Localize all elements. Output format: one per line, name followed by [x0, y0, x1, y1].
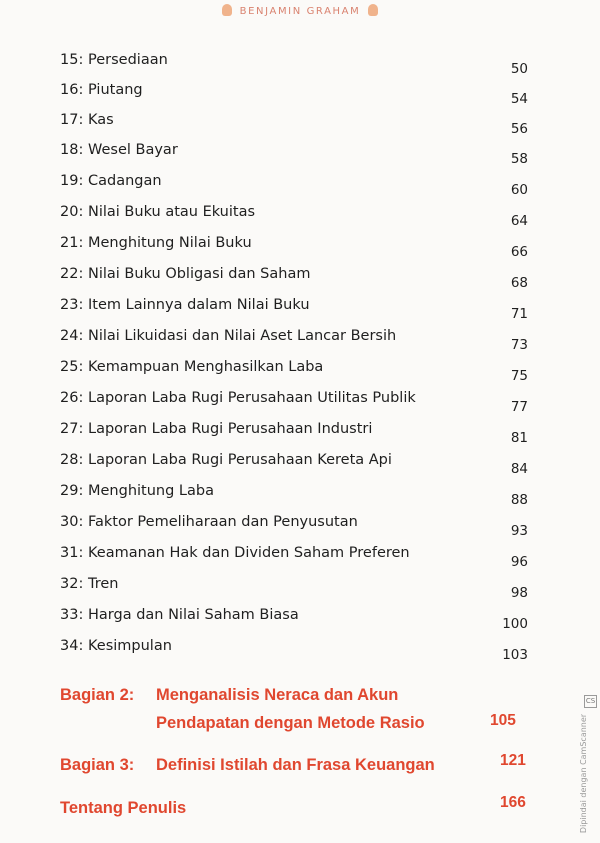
toc-entry [0, 390, 600, 420]
entry-number: 30: [60, 514, 84, 530]
toc-entry [0, 328, 600, 358]
scanner-text: Dipindai dengan CamScanner [579, 713, 589, 834]
entry-title: Laporan Laba Rugi Perusahaan Industri [88, 421, 373, 437]
ornament-icon [368, 4, 378, 16]
header-author: BENJAMIN GRAHAM [239, 6, 361, 17]
toc-entry [0, 359, 600, 389]
entry-page: 56 [510, 121, 528, 137]
entry-title: Cadangan [88, 173, 162, 189]
entry-title: Menghitung Laba [88, 483, 214, 499]
entry-number: 20: [60, 204, 84, 220]
toc-entry [0, 173, 600, 203]
entry-title: Kas [88, 112, 114, 128]
toc-entry [0, 452, 600, 482]
entry-page: 50 [510, 61, 528, 77]
entry-title: Kemampuan Menghasilkan Laba [88, 359, 324, 375]
entry-number: 18: [60, 142, 84, 158]
entry-page: 75 [510, 368, 528, 384]
camscanner-logo-icon: CS [584, 695, 597, 708]
toc-entry [0, 82, 600, 112]
entry-title: Item Lainnya dalam Nilai Buku [88, 297, 310, 313]
entry-title: Wesel Bayar [88, 142, 178, 158]
entry-number: 27: [60, 421, 84, 437]
toc-entry [0, 545, 600, 575]
entry-number: 15: [60, 52, 84, 68]
toc-entry [0, 483, 600, 513]
ornament-icon [222, 4, 232, 16]
entry-title: Menghitung Nilai Buku [88, 235, 252, 251]
entry-page: 96 [510, 554, 528, 570]
entry-number: 19: [60, 173, 84, 189]
entry-number: 25: [60, 359, 84, 375]
entry-title: Keamanan Hak dan Dividen Saham Preferen [88, 545, 410, 561]
toc-entry [0, 607, 600, 637]
entry-number: 26: [60, 390, 84, 406]
entry-number: 32: [60, 576, 84, 592]
entry-title: Faktor Pemeliharaan dan Penyusutan [88, 514, 358, 530]
toc-entry [0, 421, 600, 451]
entry-number: 24: [60, 328, 84, 344]
entry-page: 66 [510, 244, 528, 260]
entry-page: 77 [510, 399, 528, 415]
entry-page: 58 [510, 151, 528, 167]
toc-entry [0, 638, 600, 668]
entry-title: Harga dan Nilai Saham Biasa [88, 607, 299, 623]
entry-title: Tren [88, 576, 119, 592]
part-label: Bagian 3: [60, 756, 135, 774]
part-page: 121 [500, 752, 526, 769]
part-page: 166 [500, 794, 526, 811]
part-page: 105 [490, 712, 516, 729]
part-title: Menganalisis Neraca dan Akun [156, 686, 399, 704]
entry-number: 22: [60, 266, 84, 282]
entry-title: Nilai Likuidasi dan Nilai Aset Lancar Bersih [88, 328, 397, 344]
entry-page: 103 [502, 647, 528, 663]
toc-entry [0, 576, 600, 606]
entry-page: 73 [510, 337, 528, 353]
entry-page: 98 [510, 585, 528, 601]
entry-number: 31: [60, 545, 84, 561]
entry-page: 81 [510, 430, 528, 446]
part-title-line2: Pendapatan dengan Metode Rasio [156, 714, 425, 732]
toc-entry [0, 235, 600, 265]
part-label: Bagian 2: [60, 686, 135, 704]
entry-title: Nilai Buku Obligasi dan Saham [88, 266, 311, 282]
entry-number: 29: [60, 483, 84, 499]
toc-entry [0, 52, 600, 82]
entry-number: 21: [60, 235, 84, 251]
entry-number: 16: [60, 82, 84, 98]
entry-number: 34: [60, 638, 84, 654]
entry-title: Laporan Laba Rugi Perusahaan Kereta Api [88, 452, 392, 468]
scanner-watermark [579, 695, 598, 843]
toc-entry [0, 204, 600, 234]
entry-page: 64 [510, 213, 528, 229]
entry-number: 23: [60, 297, 84, 313]
entry-number: 33: [60, 607, 84, 623]
entry-title: Laporan Laba Rugi Perusahaan Utilitas Publik [88, 390, 416, 406]
toc-entry [0, 112, 600, 142]
entry-page: 71 [510, 306, 528, 322]
entry-number: 17: [60, 112, 84, 128]
toc-entry [0, 514, 600, 544]
entry-page: 84 [510, 461, 528, 477]
entry-page: 60 [510, 182, 528, 198]
part-title: Definisi Istilah dan Frasa Keuangan [156, 756, 435, 774]
entry-title: Nilai Buku atau Ekuitas [88, 204, 256, 220]
entry-title: Piutang [88, 82, 143, 98]
toc-entry [0, 297, 600, 327]
entry-title: Persediaan [88, 52, 168, 68]
toc-entry [0, 142, 600, 172]
running-header [0, 4, 600, 17]
entry-page: 100 [502, 616, 528, 632]
entry-number: 28: [60, 452, 84, 468]
toc-entry [0, 266, 600, 296]
entry-page: 68 [510, 275, 528, 291]
entry-page: 88 [510, 492, 528, 508]
entry-page: 93 [510, 523, 528, 539]
entry-page: 54 [510, 91, 528, 107]
part-title: Tentang Penulis [60, 799, 187, 817]
entry-title: Kesimpulan [88, 638, 172, 654]
